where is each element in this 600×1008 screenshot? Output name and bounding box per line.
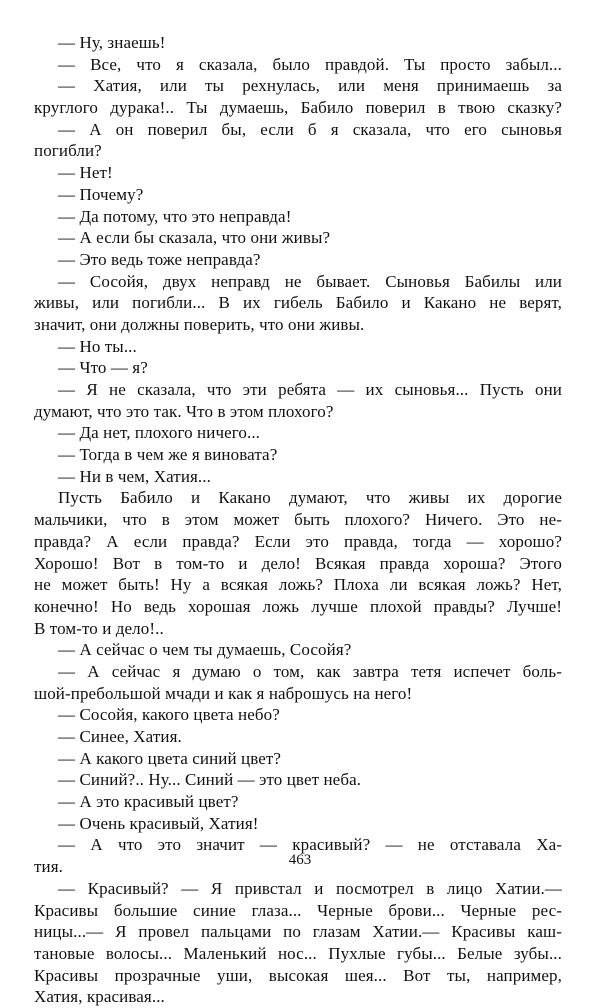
- text-line: — Что — я?: [58, 358, 148, 378]
- text-line: правда? А если правда? Если это правда, тогда — хорошо?: [34, 531, 562, 551]
- text-line: — Это ведь тоже неправда?: [58, 249, 261, 269]
- text-line: — Тогда в чем же я виновата?: [58, 445, 278, 465]
- text-line: — А сейчас о чем ты думаешь, Сосойя?: [58, 640, 352, 660]
- text-line: шой-пребольшой мчади и как я наброшусь на него!: [34, 683, 413, 703]
- page-number: 463: [288, 852, 312, 868]
- text-line: — Ну, знаешь!: [58, 33, 166, 52]
- text-line: — Нет!: [58, 163, 113, 183]
- text-line: — Хатия, или ты рехнулась, или меня принимаешь за: [58, 76, 562, 96]
- text-line: В том-то и дело!..: [34, 618, 164, 638]
- text-line: ницы...— Я провел пальцами по глазам Хатии.— Красивы каш-: [34, 922, 562, 942]
- text-line: мальчики, что в этом может быть плохого? Ничего. Это не-: [34, 510, 562, 530]
- text-line: — Синее, Хатия.: [58, 727, 182, 746]
- text-line: круглого дурака!.. Ты думаешь, Бабило поверил в твою сказку?: [34, 98, 562, 118]
- text-line: — А какого цвета синий цвет?: [58, 748, 282, 768]
- text-line: Красивы прозрачные уши, высокая шея... Вот ты, например,: [34, 965, 562, 985]
- text-line: думают, что это так. Что в этом плохого?: [34, 401, 334, 421]
- text-line: — А это красивый цвет?: [58, 792, 239, 812]
- text-line: — Все, что я сказала, было правдой. Ты просто забыл...: [58, 54, 562, 74]
- text-line: — Я не сказала, что эти ребята — их сыновья... Пусть они: [58, 380, 562, 399]
- text-line: — Ни в чем, Хатия...: [58, 466, 211, 486]
- text-line: — А если бы сказала, что они живы?: [58, 228, 331, 248]
- text-line: — Красивый? — Я привстал и посмотрел в лицо Хатии.—: [58, 878, 562, 898]
- text-line: живы, или погибли... В их гибель Бабило и Какано не верят,: [34, 293, 562, 313]
- text-line: — А сейчас я думаю о том, как завтра тетя испечет боль-: [58, 661, 562, 681]
- text-line: — Очень красивый, Хатия!: [58, 813, 259, 833]
- text-line: тия.: [34, 857, 63, 877]
- text-line: — А что это значит — красивый? — не отставала Ха-: [58, 835, 562, 855]
- text-line: — Да потому, что это неправда!: [58, 206, 292, 226]
- text-line: Хатия, красивая...: [34, 987, 165, 1007]
- text-line: значит, они должны поверить, что они живы.: [34, 314, 365, 334]
- text-line: — А он поверил бы, если б я сказала, что его сыновья: [58, 119, 562, 139]
- text-line: не может быть! Ну а всякая ложь? Плоха ли всякая ложь? Нет,: [34, 575, 562, 595]
- text-line: — Сосойя, какого цвета небо?: [58, 705, 280, 725]
- text-line: Хорошо! Вот в том-то и дело! Всякая правда хороша? Этого: [34, 553, 562, 573]
- text-line: Пусть Бабило и Какано думают, что живы их дорогие: [58, 488, 562, 508]
- text-line: тановые волосы... Маленький нос... Пухлые губы... Белые зубы...: [34, 943, 562, 963]
- text-line: Красивы большие синие глаза... Черные брови... Черные рес-: [34, 900, 562, 920]
- text-line: конечно! Но ведь хорошая ложь лучше плохой правды? Лучше!: [34, 596, 562, 616]
- text-line: — Синий?.. Ну... Синий — это цвет неба.: [58, 770, 362, 790]
- text-line: — Но ты...: [58, 336, 137, 356]
- text-line: — Сосойя, двух неправд не бывает. Сыновья Бабилы или: [58, 271, 562, 291]
- text-line: — Почему?: [58, 184, 144, 204]
- text-line: погибли?: [34, 141, 102, 161]
- text-line: — Да нет, плохого ничего...: [58, 423, 261, 443]
